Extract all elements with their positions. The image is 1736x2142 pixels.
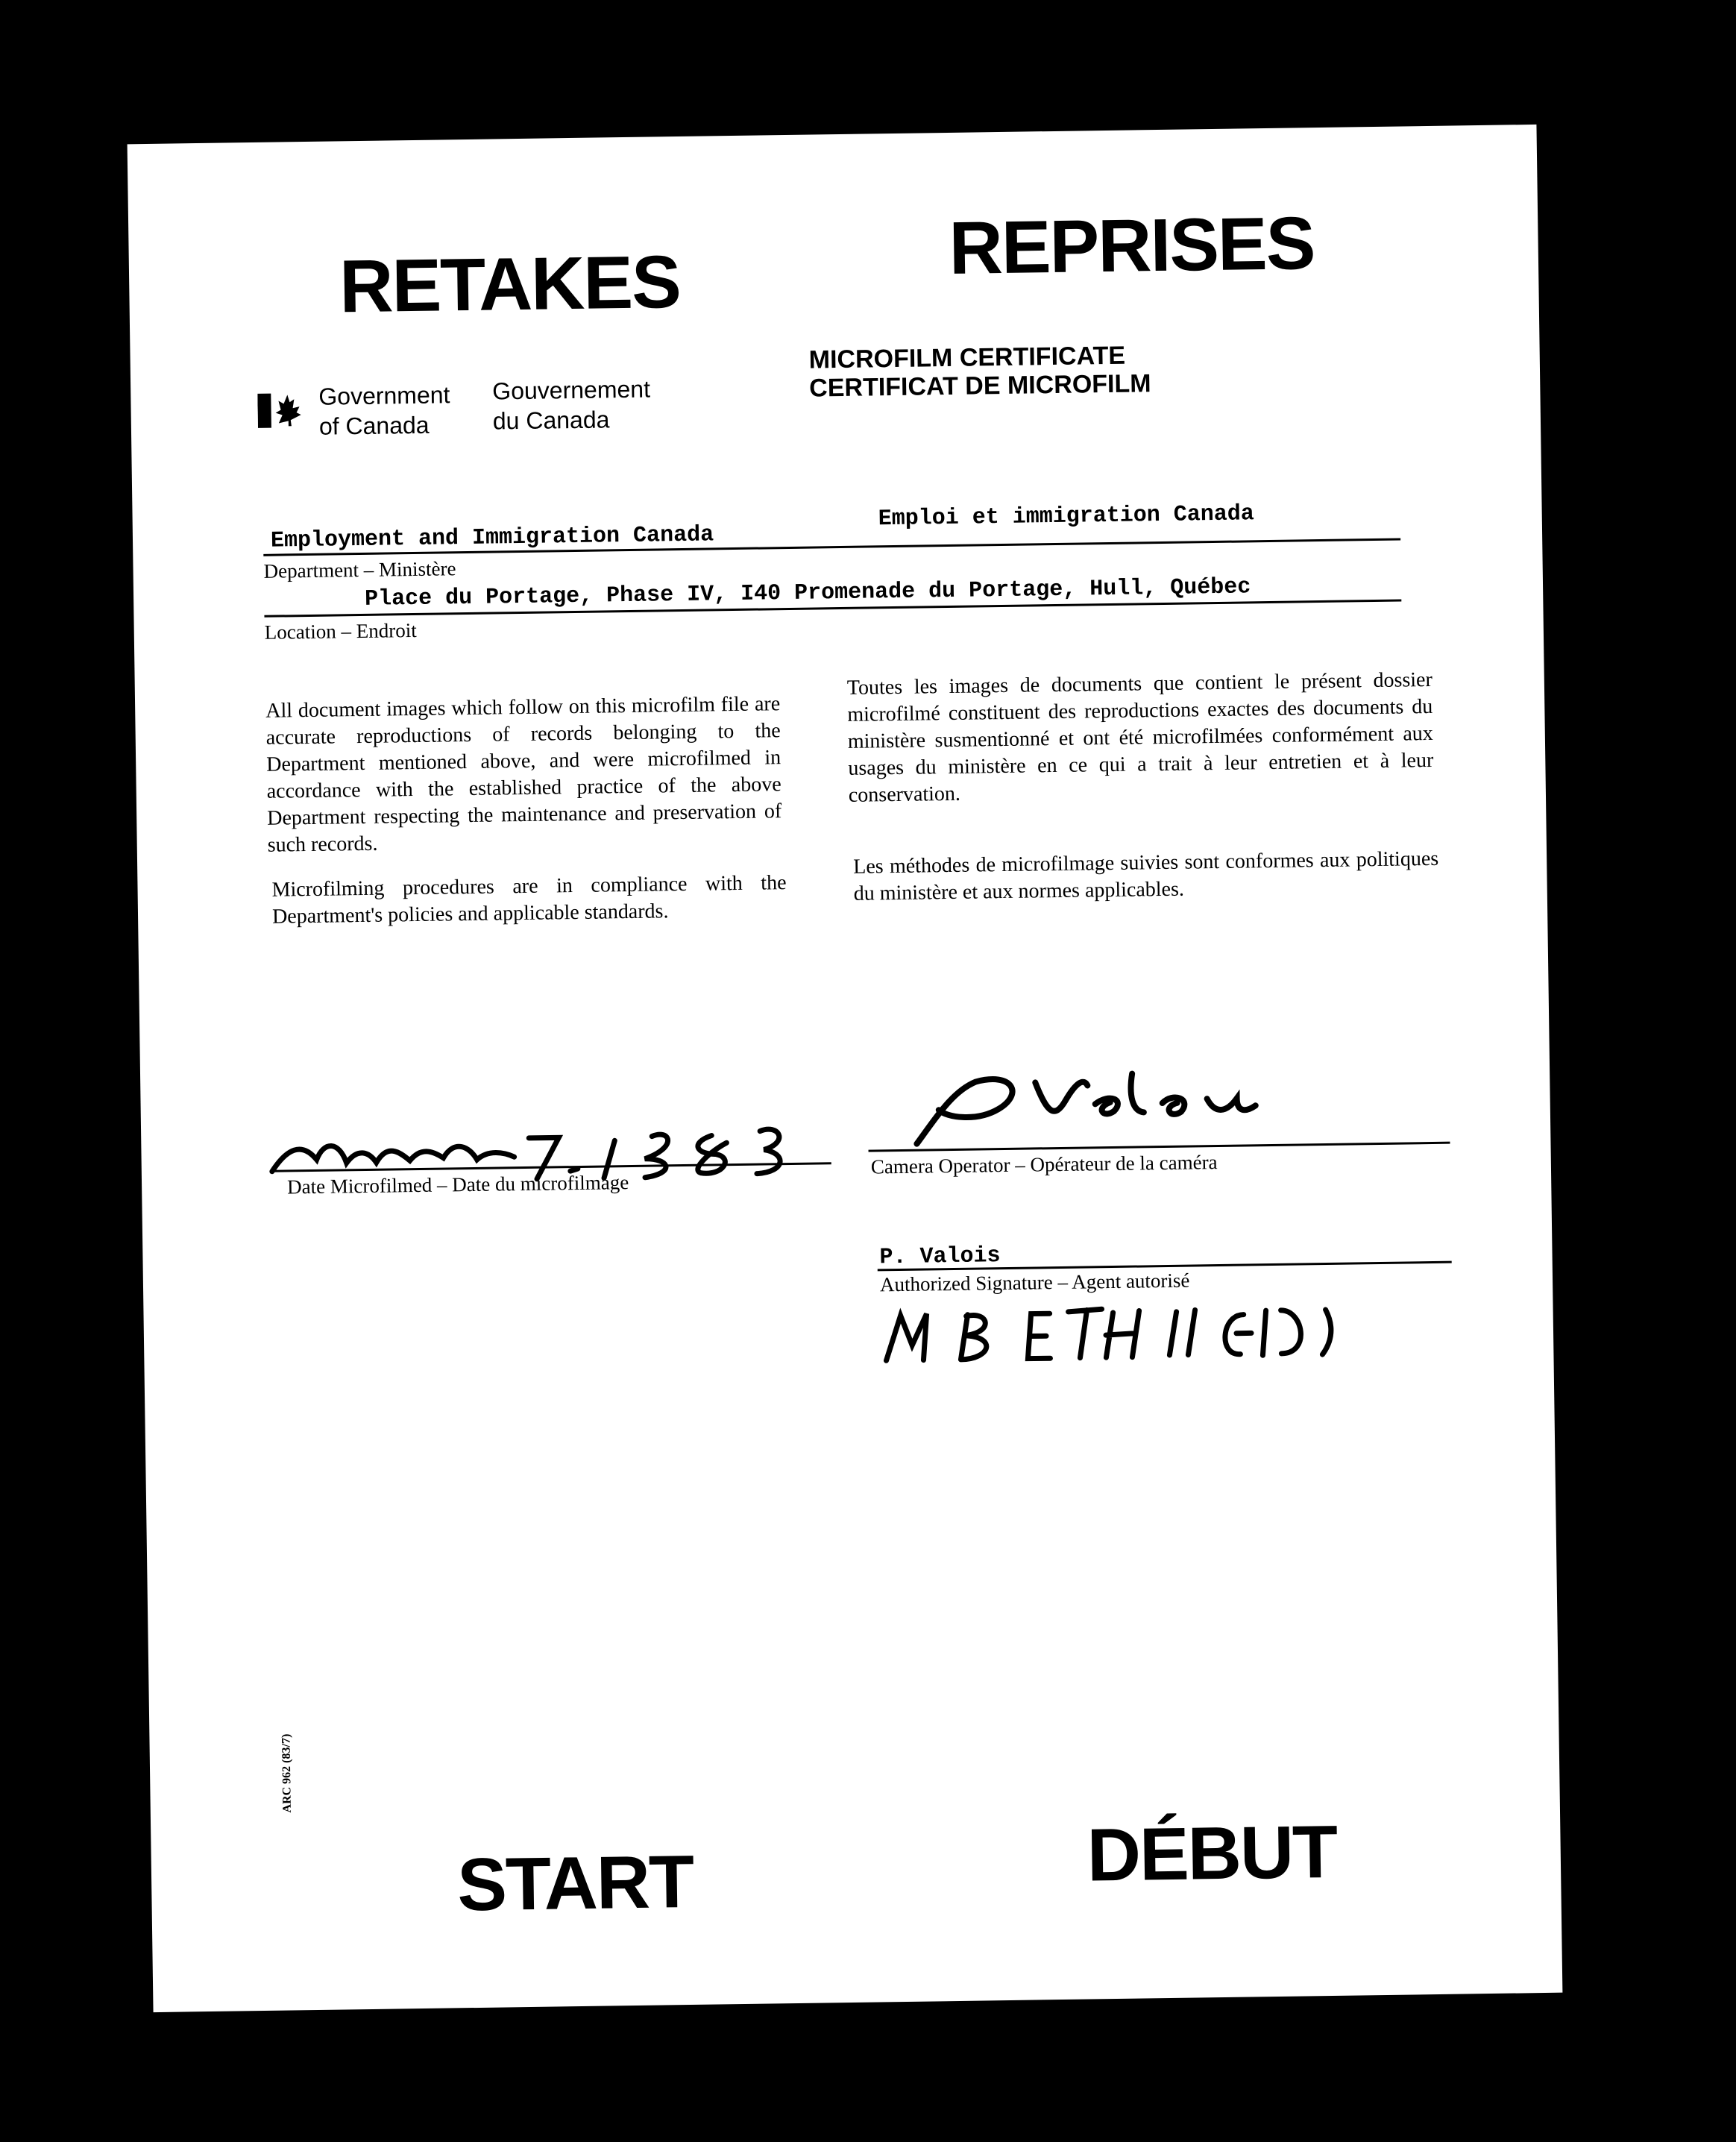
- title-retakes: RETAKES: [339, 239, 681, 329]
- gov-name-en: Government of Canada: [318, 381, 450, 440]
- compliance-text-en: Microfilming procedures are in compliance with the Department's policies and applicable standards.: [271, 871, 787, 929]
- certificate-text-en: All document images which follow on this microfilm file are accurate reproductions of records belonging to the Department mentioned above, and were microfilmed in accordance with the established practice of the above Department respecting the maintenance and preservation of such records.: [265, 692, 782, 857]
- gov-name-fr: Gouvernement du Canada: [492, 375, 651, 435]
- department-fr-value: Emploi et immigration Canada: [878, 501, 1255, 533]
- location-value: Place du Portage, Phase IV, I40 Promenade du Portage, Hull, Québec: [364, 574, 1251, 612]
- cert-title-fr: CERTIFICAT DE MICROFILM: [808, 369, 1151, 403]
- title-reprises: REPRISES: [948, 201, 1315, 290]
- certificate-text-fr: Toutes les images de documents que contient le présent dossier microfilmé constituent des reproductions exactes des documents du ministère susmentionné et ont été microfilmées conformément aux usages du ministère en ce qui a trait à leur entretien et à leur conservation.: [846, 668, 1434, 807]
- department-label: Department – Ministère: [263, 557, 456, 582]
- date-label: Date Microfilmed – Date du microfilmage: [286, 1171, 629, 1199]
- footer-debut: DÉBUT: [1086, 1809, 1337, 1897]
- department-en-value: Employment and Immigration Canada: [270, 522, 714, 554]
- camera-operator-signature: [886, 1064, 1274, 1152]
- footer-start: START: [456, 1839, 694, 1927]
- camera-operator-label: Camera Operator – Opérateur de la caméra: [870, 1151, 1218, 1178]
- form-number: ARC 962 (83/7): [280, 1733, 294, 1813]
- canada-flag-logo: [257, 392, 303, 430]
- location-label: Location – Endroit: [264, 618, 417, 644]
- authorized-name: P. Valois: [879, 1243, 1001, 1271]
- authorized-label: Authorized Signature – Agent autorisé: [879, 1269, 1190, 1296]
- authorized-handwriting: [878, 1293, 1415, 1368]
- cert-title-en: MICROFILM CERTIFICATE: [808, 341, 1126, 374]
- microfilm-certificate-page: [128, 125, 1563, 2012]
- compliance-text-fr: Les méthodes de microfilmage suivies sont conformes aux politiques du ministère et aux normes applicables.: [853, 847, 1439, 905]
